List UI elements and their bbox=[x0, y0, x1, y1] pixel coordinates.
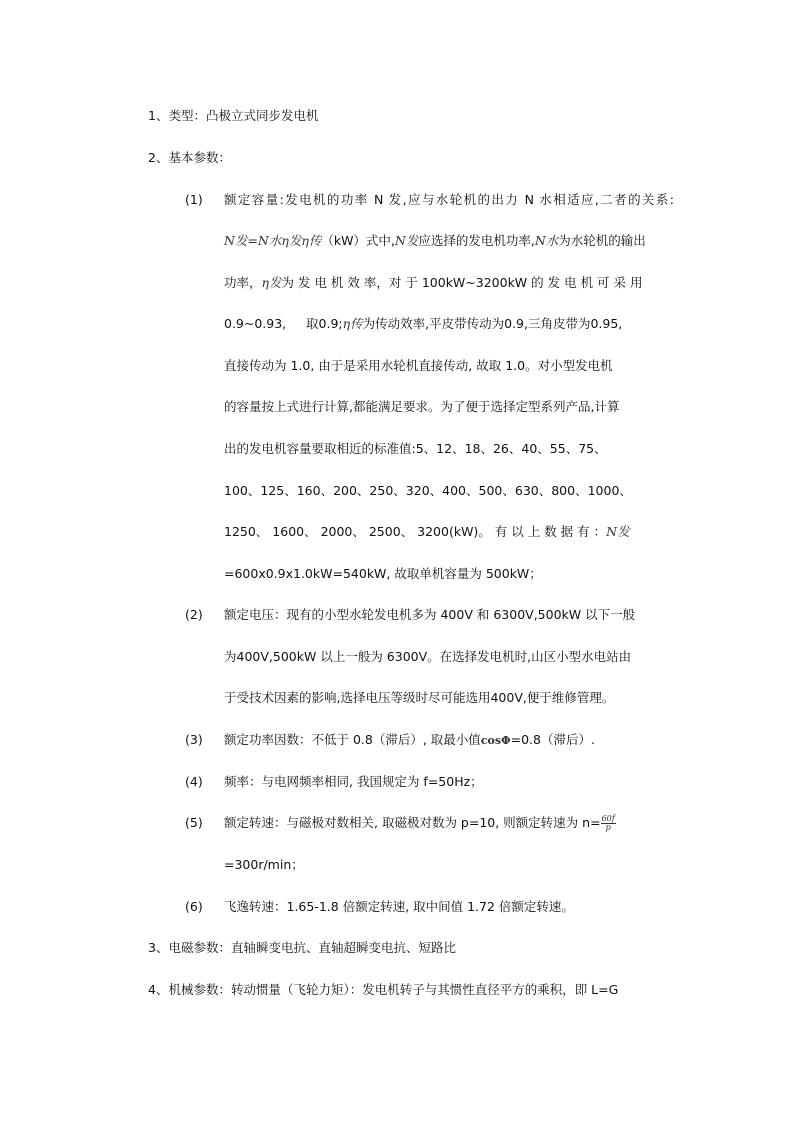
item-2-number: (2) bbox=[185, 607, 203, 622]
section-number: 1、 bbox=[148, 108, 169, 123]
item-3-number: (3) bbox=[185, 732, 203, 747]
symbol-eta-trans: η传 bbox=[342, 316, 363, 331]
item-1-line-6: 的容量按上式进行计算,都能满足要求。为了便于选择定型系列产品,计算 bbox=[224, 399, 620, 414]
item-5-line-2: =300r/min； bbox=[224, 857, 304, 872]
section-number: 2、 bbox=[148, 150, 169, 165]
symbol-n-water: N水 bbox=[534, 233, 559, 248]
section-text: 电磁参数：直轴瞬变电抗、直轴超瞬变电抗、短路比 bbox=[168, 940, 456, 955]
item-1-line-3 bbox=[224, 274, 674, 292]
text: =0.8（滞后）. bbox=[510, 732, 595, 747]
item-5-number: (5) bbox=[185, 815, 203, 830]
section-3 bbox=[148, 939, 456, 957]
item-1-line-9 bbox=[224, 523, 674, 541]
item-1-line-8: 100、125、160、200、250、320、400、500、630、800、1000、 bbox=[224, 483, 632, 498]
item-1-line-10: =600x0.9x1.0kW=540kW, 故取单机容量为 500kW； bbox=[224, 566, 542, 581]
section-text: 基本参数： bbox=[168, 150, 231, 165]
text: 应选择的发电机功率, bbox=[418, 233, 535, 248]
cos-phi-symbol: cosΦ bbox=[480, 734, 511, 747]
fraction-numerator: 60f bbox=[601, 814, 615, 823]
text: 额定功率因数：不低于 0.8（滞后）, 取最小值 bbox=[224, 732, 481, 747]
section-text: 类型：凸极立式同步发电机 bbox=[168, 108, 319, 123]
fraction-60f-over-p bbox=[601, 815, 616, 832]
symbol-n-gen: N发 bbox=[606, 524, 630, 539]
item-1-number: (1) bbox=[185, 192, 203, 207]
text: （kW）式中, bbox=[321, 233, 395, 248]
item-2-line-3: 于受技术因素的影响,选择电压等级时尽可能选用400V,便于维修管理。 bbox=[224, 690, 615, 705]
item-1-line-7: 出的发电机容量要取相近的标准值:5、12、18、26、40、55、75、 bbox=[224, 441, 607, 456]
section-1 bbox=[148, 107, 318, 125]
item-1-line-5: 直接传动为 1.0, 由于是采用水轮机直接传动, 故取 1.0。对小型发电机 bbox=[224, 358, 613, 373]
text: 为水轮机的输出 bbox=[558, 233, 646, 248]
item-4-text: 频率：与电网频率相同, 我国规定为 f=50Hz； bbox=[224, 774, 483, 789]
item-1-line-1: 额定容量:发电机的功率 N 发,应与水轮机的出力 N 水相适应,二者的关系: bbox=[224, 192, 674, 207]
item-1-line-2 bbox=[224, 232, 674, 250]
text: 为 发 电 机 效 率，对 于 100kW~3200kW 的 发 电 机 可 采 用 bbox=[281, 275, 643, 290]
formula-power: N发=N水η发η传 bbox=[224, 233, 322, 248]
text: 1250、 1600、 2000、 2500、 3200(kW)。 有 以 上 数 据 有 ： bbox=[224, 524, 607, 539]
text: 0.9~0.93, 取0.9; bbox=[224, 316, 343, 331]
text: 额定转速：与磁极对数相关, 取磁极对数为 p=10, 则额定转速为 n= bbox=[224, 815, 601, 830]
item-3-text bbox=[224, 731, 674, 750]
section-2 bbox=[148, 149, 231, 167]
item-2-line-1: 额定电压：现有的小型水轮发电机多为 400V 和 6300V,500kW 以下一般 bbox=[224, 607, 636, 622]
symbol-eta-gen: η发 bbox=[261, 275, 282, 290]
section-number: 4、 bbox=[148, 982, 169, 997]
text: 为传动效率,平皮带传动为0.9,三角皮带为0.95, bbox=[362, 316, 623, 331]
symbol-n-gen: N发 bbox=[394, 233, 419, 248]
section-4 bbox=[148, 981, 618, 999]
item-4-number: (4) bbox=[185, 774, 203, 789]
section-text: 机械参数：转动惯量（飞轮力矩）：发电机转子与其惯性直径平方的乘积，即 L=G bbox=[168, 982, 619, 997]
item-5-line-1 bbox=[224, 814, 674, 832]
section-number: 3、 bbox=[148, 940, 169, 955]
fraction-denominator: p bbox=[605, 823, 611, 832]
text: 功率， bbox=[224, 275, 262, 290]
item-1-line-4 bbox=[224, 315, 674, 333]
item-2-line-2: 为400V,500kW 以上一般为 6300V。在选择发电机时,山区小型水电站由 bbox=[224, 649, 632, 664]
item-6-number: (6) bbox=[185, 899, 203, 914]
item-6-text: 飞逸转速：1.65-1.8 倍额定转速, 取中间值 1.72 倍额定转速。 bbox=[224, 899, 574, 914]
